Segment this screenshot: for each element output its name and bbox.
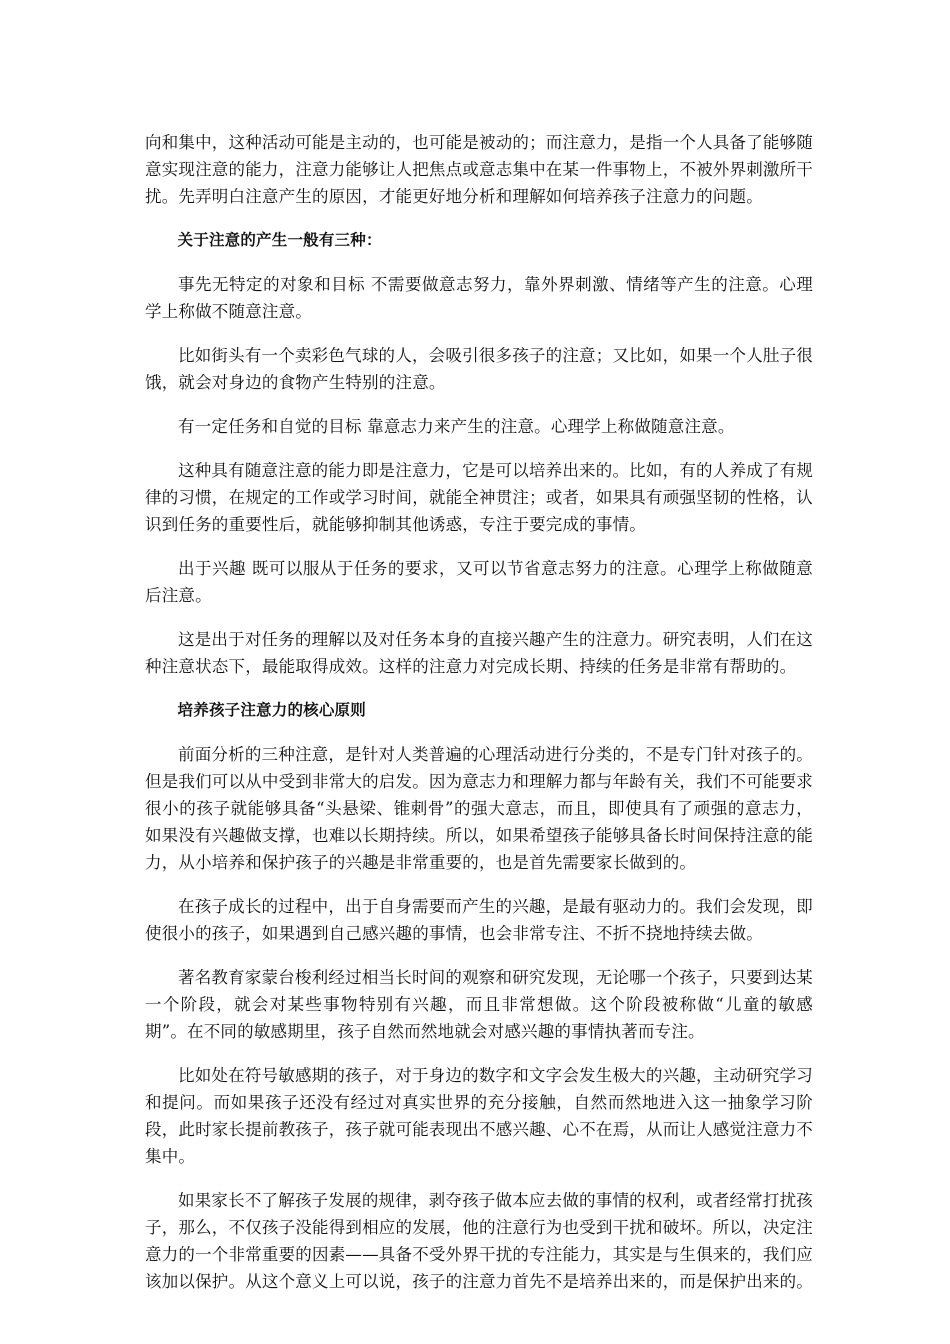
document-body [145, 129, 813, 1312]
paragraph-montessori-sensitive-period: 著名教育家蒙台梭利经过相当长时间的观察和研究发现，无论哪一个孩子，只要到达某一个阶段，就会对某些事物特别有兴趣，而且非常想做。这个阶段被称做“儿童的敏感期”。在不同的敏感期里，孩子自然而然地就会对感兴趣的事情执著而专注。 [145, 968, 813, 1041]
intro-paragraph: 向和集中，这种活动可能是主动的，也可能是被动的；而注意力，是指一个人具备了能够随意实现注意的能力，注意力能够让人把焦点或意志集中在某一件事物上，不被外界刺激所干扰。先弄明白注意产生的原因，才能更好地分析和理解如何培养孩子注意力的问题。 [145, 133, 813, 206]
paragraph-growth-interest: 在孩子成长的过程中，出于自身需要而产生的兴趣，是最有驱动力的。我们会发现，即使很小的孩子，如果遇到自己感兴趣的事情，也会非常专注、不折不挠地持续去做。 [145, 897, 813, 943]
section-heading-attention-origins: 关于注意的产生一般有三种： [177, 231, 382, 249]
section-heading-core-principles: 培养孩子注意力的核心原则 [177, 701, 366, 719]
paragraph-protect-attention: 如果家长不了解孩子发展的规律，剥夺孩子做本应去做的事情的权利，或者经常打扰孩子，那么，不仅孩子没能得到相应的发展，他的注意行为也受到干扰和破坏。所以，决定注意力的一个非常重要的因素——具备不受外界干扰的专注能力，其实是与生俱来的，我们应该加以保护。从这个意义上可以说，孩子的注意力首先不是培养出来的，而是保护出来的。 [145, 1191, 813, 1291]
paragraph-voluntary-example: 这种具有随意注意的能力即是注意力，它是可以培养出来的。比如，有的人养成了有规律的习惯，在规定的工作或学习时间，就能全神贯注；或者，如果具有顽强坚韧的性格，认识到任务的重要性后，就能够抑制其他诱惑，专注于要完成的事情。 [145, 461, 813, 534]
paragraph-post-voluntary-attention: 出于兴趣 既可以服从于任务的要求，又可以节省意志努力的注意。心理学上称做随意后注意。 [145, 559, 813, 605]
paragraph-post-voluntary-example: 这是出于对任务的理解以及对任务本身的直接兴趣产生的注意力。研究表明，人们在这种注意状态下，最能取得成效。这样的注意力对完成长期、持续的任务是非常有帮助的。 [145, 630, 813, 676]
paragraph-principle-interest: 前面分析的三种注意，是针对人类普遍的心理活动进行分类的，不是专门针对孩子的。但是我们可以从中受到非常大的启发。因为意志力和理解力都与年龄有关，我们不可能要求很小的孩子就能够具备“头悬梁、锥刺骨”的强大意志，而且，即使具有了顽强的意志力，如果没有兴趣做支撑，也难以长期持续。所以，如果希望孩子能够具备长时间保持注意的能力，从小培养和保护孩子的兴趣是非常重要的，也是首先需要家长做到的。 [145, 745, 813, 872]
paragraph-involuntary-example: 比如街头有一个卖彩色气球的人，会吸引很多孩子的注意；又比如，如果一个人肚子很饿，就会对身边的食物产生特别的注意。 [145, 346, 813, 392]
paragraph-involuntary-attention: 事先无特定的对象和目标 不需要做意志努力，靠外界刺激、情绪等产生的注意。心理学上称做不随意注意。 [145, 275, 813, 321]
paragraph-voluntary-attention: 有一定任务和自觉的目标 靠意志力来产生的注意。心理学上称做随意注意。 [178, 417, 735, 436]
paragraph-symbol-sensitive-period: 比如处在符号敏感期的孩子，对于身边的数字和文字会发生极大的兴趣，主动研究学习和提问。而如果孩子还没有经过对真实世界的充分接触，自然而然地进入这一抽象学习阶段，此时家长提前教孩子，孩子就可能表现出不感兴趣、心不在焉，从而让人感觉注意力不集中。 [145, 1066, 813, 1166]
